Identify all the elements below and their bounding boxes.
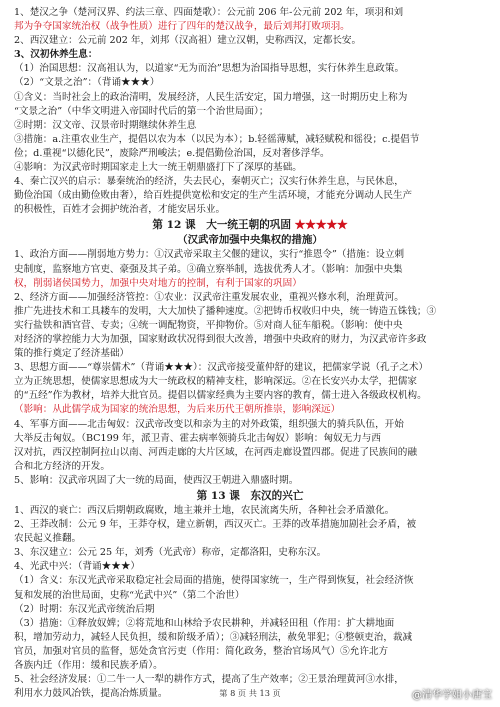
page-footer: 第 8 页 共 13 页	[219, 688, 281, 698]
text-line: ③措施：a.注重农业生产，提倡以农为本（以民为本）；b.轻徭薄赋，减轻赋税和徭役；c.提倡节	[14, 133, 420, 145]
text-line: 2、西汉建立：公元前 202 年，刘邦（汉高祖）建立汉朝，史称西汉，定都长安。	[14, 35, 362, 47]
importance-stars: ★★★★★	[294, 219, 348, 232]
section-title-lesson-12	[14, 217, 486, 233]
text-line: 策的推行奠定了经济基础）	[14, 348, 130, 360]
text-line: 史制度，监察地方官吏、豪强及其子弟。③确立察举制，选拔优秀人才。（影响：加强中央集	[14, 263, 403, 275]
subsection-title: （汉武帝加强中央集权的措施）	[177, 234, 323, 247]
text-line: 勤俭治国（成由勤俭败由奢），给百姓提供宽松和安定的生产生活环境，才能充分调动人民生产	[14, 190, 413, 202]
text-line: 4、军事方面——北击匈奴：汉武帝改变以和亲为主的对外政策，组织强大的骑兵队伍，开始	[14, 418, 404, 430]
text-line: 1、政治方面——削弱地方势力：①汉武帝采取主父偃的建议，实行“推恩令”（措施：设立刺	[14, 249, 405, 261]
text-line: （影响：从此儒学成为国家的统治思想，为后来历代王朝所推崇，影响深远）	[14, 404, 341, 416]
text-line: （1）含义：东汉光武帝采取稳定社会局面的措施，使得国家统一，生产得到恢复，社会经济恢	[14, 575, 414, 587]
text-line: “文景之治”（中华文明进入帝国时代后的第一个治世局面）；	[14, 105, 269, 117]
text-line: 农民起义推翻。	[14, 533, 82, 545]
text-line: 2、王莽改制：公元 9 年，王莽夺权，建立新朝，西汉灭亡。王莽的改革措施加剧社会矛盾，被	[14, 519, 417, 531]
text-line: （1）治国思想：汉高祖认为，以道家“无为而治”思想为治国指导思想，实行休养生息政策。	[14, 63, 405, 75]
text-line: 各族内迁（作用：缓和民族矛盾）。	[14, 660, 163, 672]
text-line: 积，增加劳动力，减轻人民负担，缓和阶级矛盾）；③减轻刑法，赦免罪犯；④整顿吏治，裁减	[14, 631, 413, 643]
text-line: 对经济的掌控能力大为加强，国家财政状况得到很大改善，增强中央政府的财力，为汉武帝许多政	[14, 333, 427, 345]
text-line: 推广先进技术和工具耧车的发明，大大加快了播种速度。②把铸币权收归中央，统一铸造五铢钱；③	[14, 305, 437, 317]
text-line: （3）措施：①释放奴婢；②将荒地和山林给予农民耕种，并减轻田租（作用：扩大耕地面	[14, 617, 395, 629]
content-block-a	[14, 6, 486, 217]
content-block-b	[14, 233, 486, 488]
text-line: 的积极性，百姓才会拥护统治者，才能安居乐业。	[14, 204, 226, 216]
text-line: 复和发展的治世局面，史称“光武中兴”（第二个治世）	[14, 589, 245, 601]
text-line: 1、西汉的衰亡：西汉后期朝政腐败，地主兼并土地，农民流离失所，各种社会矛盾激化。	[14, 505, 395, 516]
text-line: ④影响：为汉武帝时期国家走上大一统王朝鼎盛打下了深厚的基础。	[14, 162, 302, 174]
content-block-c	[14, 504, 486, 701]
text-line: 1、楚汉之争（楚河汉界、约法三章、四面楚歌）：公元前 206 年-公元前 202 年，项羽和刘	[14, 7, 404, 18]
text-line: 利用水力鼓风冶铁，提高冶炼质量。	[14, 688, 168, 700]
text-line: 5、影响：汉武帝巩固了大一统的局面，使西汉王朝进入鼎盛时期。	[14, 474, 299, 486]
text-line: 4、光武中兴：（背诵★★★）	[14, 561, 141, 573]
section-title-text: 第 13 课 东汉的兴亡	[196, 490, 304, 502]
text-line: 权，削弱诸侯国势力，加强中央对地方的控制，有利于国家的巩固）	[14, 277, 302, 289]
text-line: （2）“文景之治”：（背诵★★★）	[14, 77, 160, 89]
text-line: 4、秦亡汉兴的启示：暴秦统治的经济，失去民心，秦朝灭亡；汉实行休养生息，与民休息，	[14, 176, 404, 188]
text-line: （2）时期：东汉光武帝统治后期	[14, 603, 155, 615]
section-title-lesson-13	[14, 488, 486, 504]
text-line: 立为正统思想，使儒家思想成为大一统政权的精神支柱，影响深远。②在长安兴办太学，把儒家	[14, 376, 417, 388]
text-line: 邦为争夺国家统治权（战争性质）进行了四年的楚汉战争，最后刘邦打败项羽。	[14, 21, 350, 33]
section-title-text: 第 12 课 大一统王朝的巩固	[152, 219, 291, 232]
text-line: 5、社会经济发展：①二牛一人一犁的耕作方式，提高了生产效率；②王景治理黄河③水排，	[14, 674, 404, 686]
text-line: 官员，加强对官员的监督，惩处贪官污吏（作用：简化政务，整治官场风气）⑤允许北方	[14, 645, 389, 657]
text-line: 俭；d.重视“以德化民”，废除严刑峻法；e.提倡勤俭治国，反对奢侈浮华。	[14, 147, 330, 159]
text-line: 3、思想方面——“尊崇儒术”（背诵★★★）：汉武帝接受董仲舒的建议，把儒家学说（孔子之术）	[14, 362, 429, 374]
text-line: 的“五经”作为教材，培养大批官员。提倡以儒家经典为主要内容的教育，儒士进入各级政权机构。	[14, 390, 427, 402]
text-line: 2、经济方面——加强经济管控：①农业：汉武帝注重发展农业，重视兴修水利，治理黄河。	[14, 291, 404, 303]
text-line: ②时期：汉文帝、汉景帝时期继续休养生息	[14, 119, 197, 131]
text-line: 3、东汉建立：公元 25 年，刘秀（光武帝）称帝，定都洛阳，史称东汉。	[14, 547, 327, 559]
text-line: ①含义：当时社会上的政治清明，发展经济，人民生活安定，国力增强，这一时期历史上称为	[14, 91, 408, 103]
text-line: 合和北方经济的开发。	[14, 460, 110, 472]
text-line: 3、汉初休养生息：	[14, 49, 98, 61]
watermark: @清华学姐小唐宝	[412, 690, 492, 701]
text-line: 汉对抗，西汉控制阿拉山以南、河西走廊的大片区域，在河西走廊设置四郡。促进了民族间的融	[14, 446, 417, 458]
text-line: 实行盐铁和酒官营、专卖；④统一调配物资，平抑物价。⑤对商人征车船税。（影响：使中央	[14, 319, 403, 331]
text-line: 大举反击匈奴。（BC199 年，派卫青、霍去病率领骑兵北击匈奴）影响：匈奴无力与西	[14, 432, 381, 444]
